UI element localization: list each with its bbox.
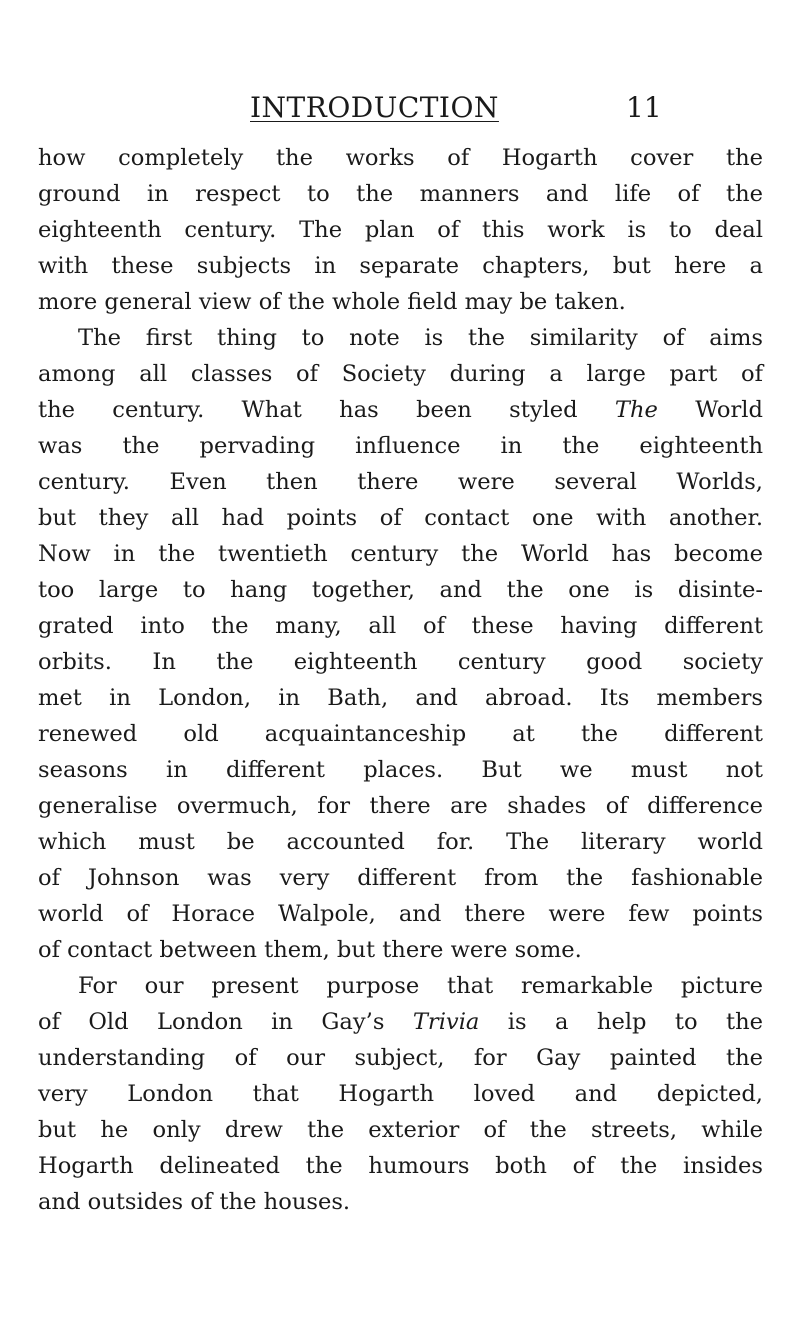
body-text bbox=[38, 140, 763, 1220]
text-line: among all classes of Society during a large part of bbox=[38, 361, 763, 387]
text-line: understanding of our subject, for Gay painted the bbox=[38, 1045, 763, 1071]
text-line: of Old London in Gay’s Trivia is a help to the bbox=[38, 1009, 764, 1035]
text-line: was the pervading influence in the eighteenth bbox=[38, 433, 763, 459]
text-line: and outsides of the houses. bbox=[38, 1189, 351, 1215]
text-line: orbits. In the eighteenth century good society bbox=[38, 649, 763, 675]
text-line: seasons in different places. But we must not bbox=[38, 757, 763, 783]
text-line: too large to hang together, and the one is disinte- bbox=[38, 577, 763, 603]
running-head bbox=[0, 88, 800, 128]
text-line: eighteenth century. The plan of this work is to deal bbox=[38, 217, 763, 243]
text-line: how completely the works of Hogarth cover the bbox=[38, 145, 763, 171]
text-line: which must be accounted for. The literary world bbox=[38, 829, 763, 855]
text-line: but they all had points of contact one with another. bbox=[38, 505, 763, 531]
text-line: Hogarth delineated the humours both of the insides bbox=[38, 1153, 763, 1179]
page-number: 11 bbox=[626, 91, 662, 124]
text-line: but he only drew the exterior of the streets, while bbox=[38, 1117, 763, 1143]
text-line: ground in respect to the manners and life of the bbox=[38, 181, 763, 207]
text-line: more general view of the whole field may be taken. bbox=[38, 289, 626, 315]
text-line: world of Horace Walpole, and there were few points bbox=[38, 901, 763, 927]
text-line: of Johnson was very different from the fashionable bbox=[38, 865, 763, 891]
running-title: INTRODUCTION bbox=[250, 91, 499, 124]
italic-title: Trivia bbox=[412, 1009, 480, 1035]
text-line: The first thing to note is the similarity of aims bbox=[78, 325, 763, 351]
text-line: of contact between them, but there were some. bbox=[38, 937, 582, 963]
text-line: the century. What has been styled The World bbox=[38, 397, 763, 423]
text-line: Now in the twentieth century the World has become bbox=[38, 541, 763, 567]
text-line: grated into the many, all of these having different bbox=[38, 613, 763, 639]
italic-title: The bbox=[614, 397, 658, 423]
text-line: renewed old acquaintanceship at the different bbox=[38, 721, 763, 747]
text-line: met in London, in Bath, and abroad. Its members bbox=[38, 685, 763, 711]
text-line: with these subjects in separate chapters, but here a bbox=[38, 253, 763, 279]
text-line: very London that Hogarth loved and depicted, bbox=[38, 1081, 763, 1107]
text-line: For our present purpose that remarkable picture bbox=[78, 973, 763, 999]
text-line: generalise overmuch, for there are shades of difference bbox=[38, 793, 763, 819]
text-line: century. Even then there were several Worlds, bbox=[38, 469, 763, 495]
